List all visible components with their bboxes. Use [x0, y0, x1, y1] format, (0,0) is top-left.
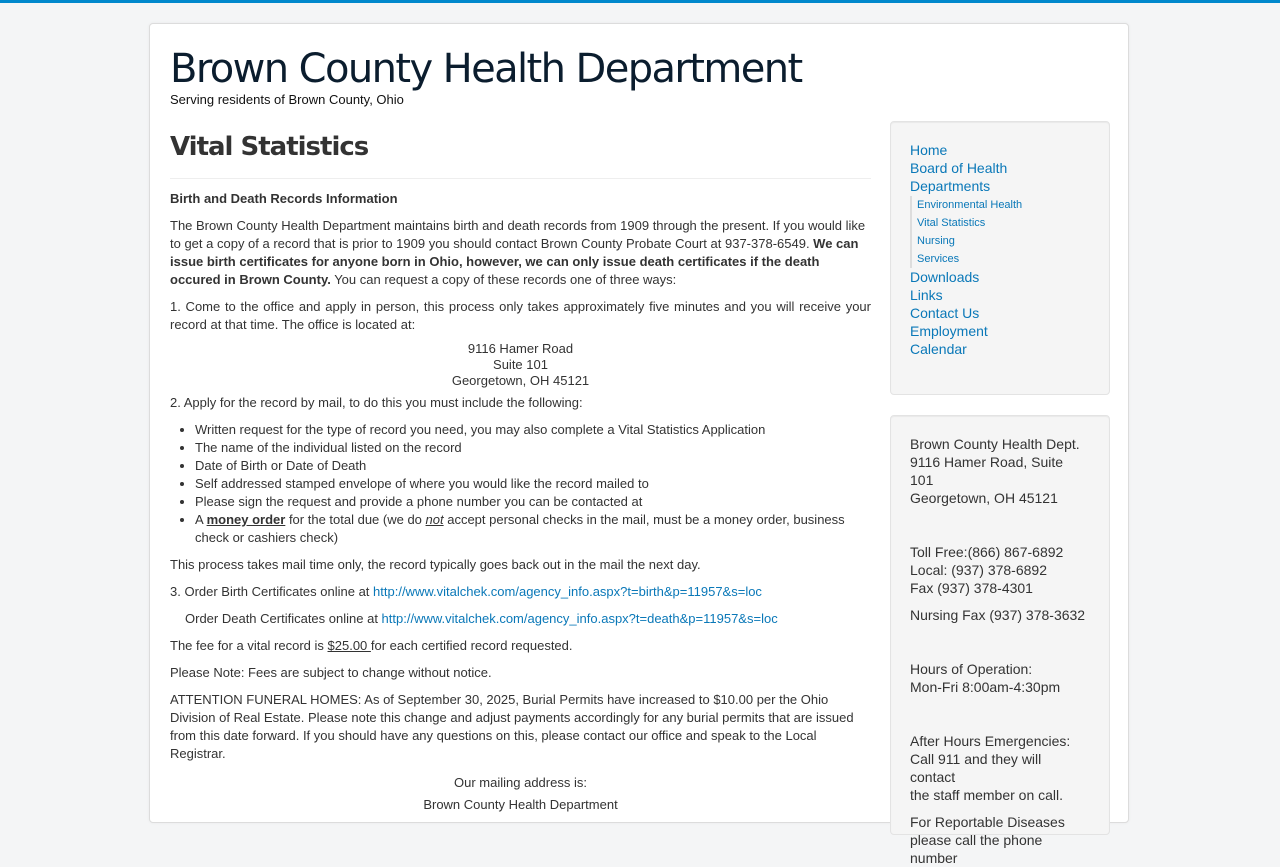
money-order-emphasis: money order: [206, 512, 286, 527]
text: A: [195, 512, 207, 527]
info-line: Local: (937) 378-6892: [910, 562, 1047, 578]
contact-info-panel: [890, 415, 1110, 866]
list-item: • Self addressed stamped envelope of where you would like the record mailed to: [195, 475, 871, 493]
fee-paragraph: [170, 637, 871, 655]
info-line: Mon-Fri 8:00am-4:30pm: [910, 679, 1061, 695]
info-line: Call 911 and they will contact: [910, 751, 1042, 785]
address-line: 9116 Hamer Road: [467, 341, 574, 356]
hours-of-operation: [910, 660, 1090, 696]
step2-paragraph: 2. Apply for the record by mail, to do this you must include the following:: [170, 395, 583, 410]
info-line: 9116 Hamer Road, Suite 101: [910, 454, 1064, 488]
list-item: • Date of Birth or Date of Death: [195, 457, 871, 475]
intro-text-end: You can request a copy of these records one of three ways:: [330, 272, 677, 287]
text: 3. Order Birth Certificates online at: [170, 584, 374, 599]
main-content: [170, 128, 871, 823]
intro-paragraph: [170, 217, 871, 289]
list-item: • Written request for the type of record you need, you may also complete a Vital Statistics Application: [195, 421, 871, 439]
nav-item-nursing[interactable]: Nursing: [917, 235, 955, 247]
info-line: Brown County Health Dept.: [910, 436, 1080, 452]
mailing-label: Our mailing address is:: [454, 775, 587, 790]
info-line: please call the phone number: [910, 832, 1043, 866]
nav-item-contact-us[interactable]: Contact Us: [910, 305, 980, 321]
nav-item-calendar[interactable]: Calendar: [910, 341, 967, 357]
after-hours-emergencies: [910, 732, 1090, 804]
site-title[interactable]: Brown County Health Department: [170, 46, 802, 92]
text: The fee for a vital record is: [170, 638, 328, 653]
nav-item-links[interactable]: Links: [910, 287, 943, 303]
text: for each certified record requested.: [370, 638, 573, 653]
nav-item-home[interactable]: Home: [910, 142, 948, 158]
departments-subnav: [910, 196, 1090, 268]
nav-item-departments[interactable]: Departments: [910, 178, 991, 194]
address-line: Georgetown, OH 45121: [451, 373, 590, 388]
mail-note: This process takes mail time only, the record typically goes back out in the mail the next day.: [170, 557, 701, 572]
contact-phones: [910, 543, 1090, 597]
not-emphasis: not: [425, 512, 444, 527]
info-line: Toll Free:(866) 867-6892: [910, 544, 1064, 560]
fee-note: Please Note: Fees are subject to change without notice.: [170, 665, 492, 680]
info-line: After Hours Emergencies:: [910, 733, 1071, 749]
page-title: Vital Statistics: [170, 128, 871, 179]
nav-item-board-of-health[interactable]: Board of Health: [910, 160, 1008, 176]
contact-address: [910, 435, 1090, 507]
nav-item-environmental-health[interactable]: Environmental Health: [917, 199, 1023, 211]
nav-item-downloads[interactable]: Downloads: [910, 269, 980, 285]
site-header: [170, 44, 802, 107]
death-certificate-link[interactable]: http://www.vitalchek.com/agency_info.aspx?t=death&p=11957&s=loc: [381, 611, 778, 626]
step1-paragraph: 1. Come to the office and apply in person, this process only takes approximately five minutes and you will receive your record at that time. The office is located at:: [170, 299, 871, 332]
birth-certificate-link[interactable]: http://www.vitalchek.com/agency_info.aspx?t=birth&p=11957&s=loc: [373, 584, 762, 599]
mailing-name: Brown County Health Department: [423, 797, 618, 812]
page-container: [149, 23, 1129, 866]
list-item-money-order: [195, 511, 871, 547]
office-address: [170, 341, 871, 389]
nav-item-services[interactable]: Services: [917, 253, 960, 265]
info-line: Hours of Operation:: [910, 661, 1033, 677]
address-line: Suite 101: [493, 357, 548, 372]
requirements-list: [170, 421, 871, 547]
step3-death: [170, 610, 871, 628]
nav-item-employment[interactable]: Employment: [910, 323, 988, 339]
site-description: Serving residents of Brown County, Ohio: [170, 92, 404, 107]
reportable-diseases: [910, 813, 1090, 867]
intro-text: The Brown County Health Department maintains birth and death records from 1909 through the present. If you would like to get a copy of a record that is prior to 1909 you should contact Brown County Probate Court at 937-378-6549.: [170, 218, 866, 251]
list-item: • The name of the individual listed on the record: [195, 439, 871, 457]
section-heading: Birth and Death Records Information: [170, 191, 398, 206]
info-line: For Reportable Diseases: [910, 814, 1065, 830]
nav-item-vital-statistics[interactable]: Vital Statistics: [917, 217, 986, 229]
info-line: Fax (937) 378-4301: [910, 580, 1033, 596]
list-item: • Please sign the request and provide a phone number you can be contacted at: [195, 493, 871, 511]
text: Order Death Certificates online at: [185, 611, 382, 626]
text: for the total due (we do: [285, 512, 426, 527]
fee-amount: $25.00: [327, 638, 371, 653]
info-line: the staff member on call.: [910, 787, 1064, 803]
intro-bold-text: We can issue birth certificates for anyone born in Ohio, however, we can only issue death certificates if the death occured in Brown County.: [170, 236, 859, 287]
sidebar-nav: [890, 121, 1110, 395]
step3-birth: [170, 583, 871, 601]
nursing-fax: Nursing Fax (937) 378-3632: [910, 607, 1086, 623]
text: accept personal checks in the mail, must be a money order, business check or cashiers check): [195, 512, 845, 545]
funeral-notice: ATTENTION FUNERAL HOMES: As of September 30, 2025, Burial Permits have increased to $10.00 per the Ohio Division of Real Estate. Please note this change and adjust payments accordingly for any burial permits that are issued from this date forward. If you should have any questions on this, please contact our office and speak to the Local Registrar.: [170, 692, 854, 761]
info-line: Georgetown, OH 45121: [910, 490, 1058, 506]
